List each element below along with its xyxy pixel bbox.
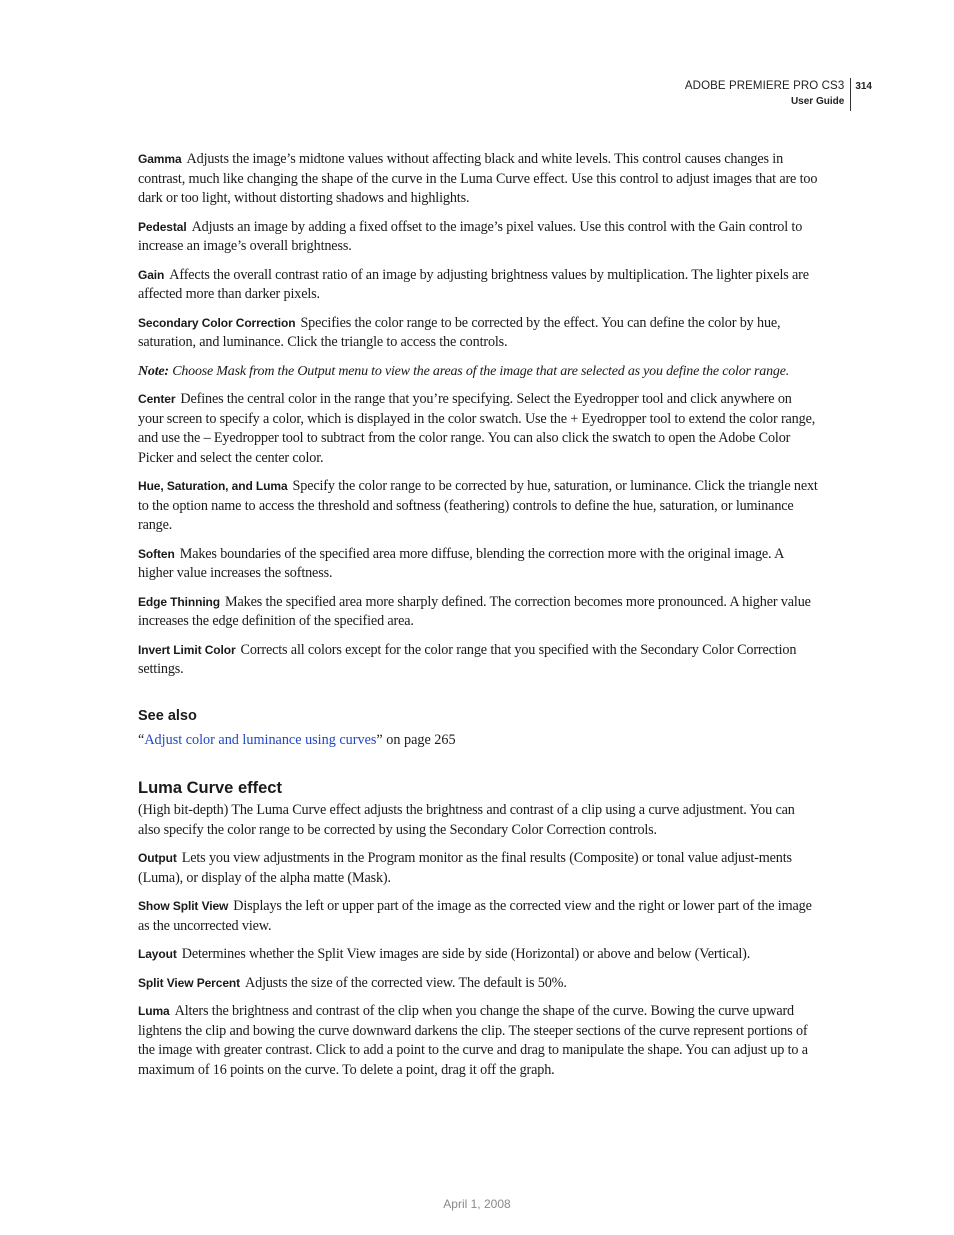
- entry-edge-thinning: [138, 593, 818, 632]
- entry-text: Adjusts an image by adding a fixed offset to the image’s pixel values. Use this control with the Gain control to increase an image’s overall brightness.: [138, 218, 803, 254]
- entry-term: Center: [138, 392, 176, 406]
- entry-text: Affects the overall contrast ratio of an image by adjusting brightness values by multiplication. The lighter pixels are affected more than darker pixels.: [138, 266, 809, 302]
- entry-text: Alters the brightness and contrast of the clip when you change the shape of the curve. Bowing the curve upward lightens the clip and bowing the curve downward darkens the clip. The steeper sections of the curve represent portions of the image with greater contrast. Click to add a point to the curve and drag to manipulate the shape. You can adjust up to a maximum of 16 points on the curve. To delete a point, drag it off the graph.: [138, 1003, 808, 1078]
- entry-term: Gain: [138, 267, 165, 282]
- entry-term: Show Split View: [138, 899, 229, 913]
- entry-gain: [138, 266, 818, 305]
- entry-term: Luma: [138, 1004, 170, 1018]
- entry-text: Makes boundaries of the specified area more diffuse, blending the correction more with the original image. A higher value increases the softness.: [138, 545, 784, 581]
- see-also-link[interactable]: Adjust color and luminance using curves: [144, 731, 377, 748]
- entry-term: Edge Thinning: [138, 594, 221, 609]
- entry-soften: [138, 545, 818, 584]
- product-name: ADOBE PREMIERE PRO CS3: [684, 80, 845, 92]
- entry-term: Invert Limit Color: [138, 642, 236, 657]
- see-also-reference: [138, 731, 818, 751]
- entry-text: Determines whether the Split View images are side by side (Horizontal) or above and below (Vertical).: [181, 946, 751, 962]
- section-heading: Luma Curve effect: [138, 779, 282, 797]
- entry-text: Makes the specified area more sharply defined. The correction becomes more pronounced. A higher value increases the edge definition of the specified area.: [138, 593, 811, 629]
- entry-luma: [138, 1002, 818, 1080]
- entry-text: Specifies the color range to be corrected by the effect. You can define the color by hue, saturation, and luminance. Click the triangle to access the controls.: [138, 314, 781, 350]
- entry-output: [138, 849, 818, 888]
- entry-term: Secondary Color Correction: [138, 315, 296, 330]
- note: [138, 362, 818, 382]
- entry-gamma: [138, 150, 818, 209]
- entry-term: Hue, Saturation, and Luma: [138, 479, 288, 493]
- page-number: 314: [855, 81, 872, 92]
- entry-text: Adjusts the image’s midtone values without affecting black and white levels. This control causes changes in contrast, much like changing the shape of the curve in the Luma Curve effect. Use this control to adjust images that are too dark or too light, without distorting shadows and highlights.: [138, 151, 818, 206]
- entry-show-split-view: [138, 897, 818, 936]
- entry-text: Adjusts the size of the corrected view. The default is 50%.: [245, 974, 567, 991]
- page-reference: ” on page 265: [376, 731, 456, 748]
- entry-term: Layout: [138, 947, 177, 961]
- entry-text: Lets you view adjustments in the Program monitor as the final results (Composite) or tonal value adjust-ments (Luma), or display of the alpha matte (Mask).: [138, 850, 792, 886]
- entry-pedestal: [138, 218, 818, 257]
- entry-secondary-color-correction: [138, 314, 818, 353]
- entry-invert-limit-color: [138, 641, 818, 680]
- entry-term: Gamma: [138, 152, 182, 166]
- entry-text: Defines the central color in the range that you’re specifying. Select the Eyedropper tool and click anywhere on your screen to specify a color, which is displayed in the color swatch. Use the + Eyedropper tool to extend the color range, and use the – Eyedropper tool to subtract from the color range. You can also click the swatch to open the Adobe Color Picker and select the center color.: [138, 391, 816, 466]
- page-content: [138, 150, 818, 1089]
- entry-text: Specify the color range to be corrected by hue, saturation, or luminance. Click the triangle next to the option name to access the threshold and softness (feathering) controls to define the hue, saturation, or luminance range.: [138, 478, 818, 533]
- entry-split-view-percent: [138, 974, 818, 994]
- footer-date: April 1, 2008: [443, 1197, 511, 1211]
- entry-center: [138, 390, 818, 468]
- entry-text: Displays the left or upper part of the image as the corrected view and the right or lower part of the image as the uncorrected view.: [138, 898, 812, 934]
- entry-hue-saturation-luma: [138, 477, 818, 536]
- entry-term: Output: [138, 851, 177, 865]
- entry-layout: [138, 945, 818, 965]
- entry-term: Soften: [138, 546, 175, 561]
- entry-term: Split View Percent: [138, 975, 241, 990]
- note-label: Note:: [138, 363, 169, 379]
- guide-name: User Guide: [790, 96, 845, 107]
- note-text: Choose Mask from the Output menu to view the areas of the image that are selected as you define the color range.: [172, 363, 790, 379]
- header-titles: [685, 78, 851, 111]
- open-quote: “: [138, 731, 145, 748]
- page-header: [685, 78, 872, 111]
- see-also-heading: See also: [138, 707, 197, 724]
- section-intro: (High bit-depth) The Luma Curve effect adjusts the brightness and contrast of a clip using a curve adjustment. You can also specify the color range to be corrected by using the Secondary Color Correction controls.: [138, 802, 795, 838]
- entry-term: Pedestal: [138, 219, 187, 234]
- entry-text: Corrects all colors except for the color range that you specified with the Secondary Color Correction settings.: [138, 641, 797, 677]
